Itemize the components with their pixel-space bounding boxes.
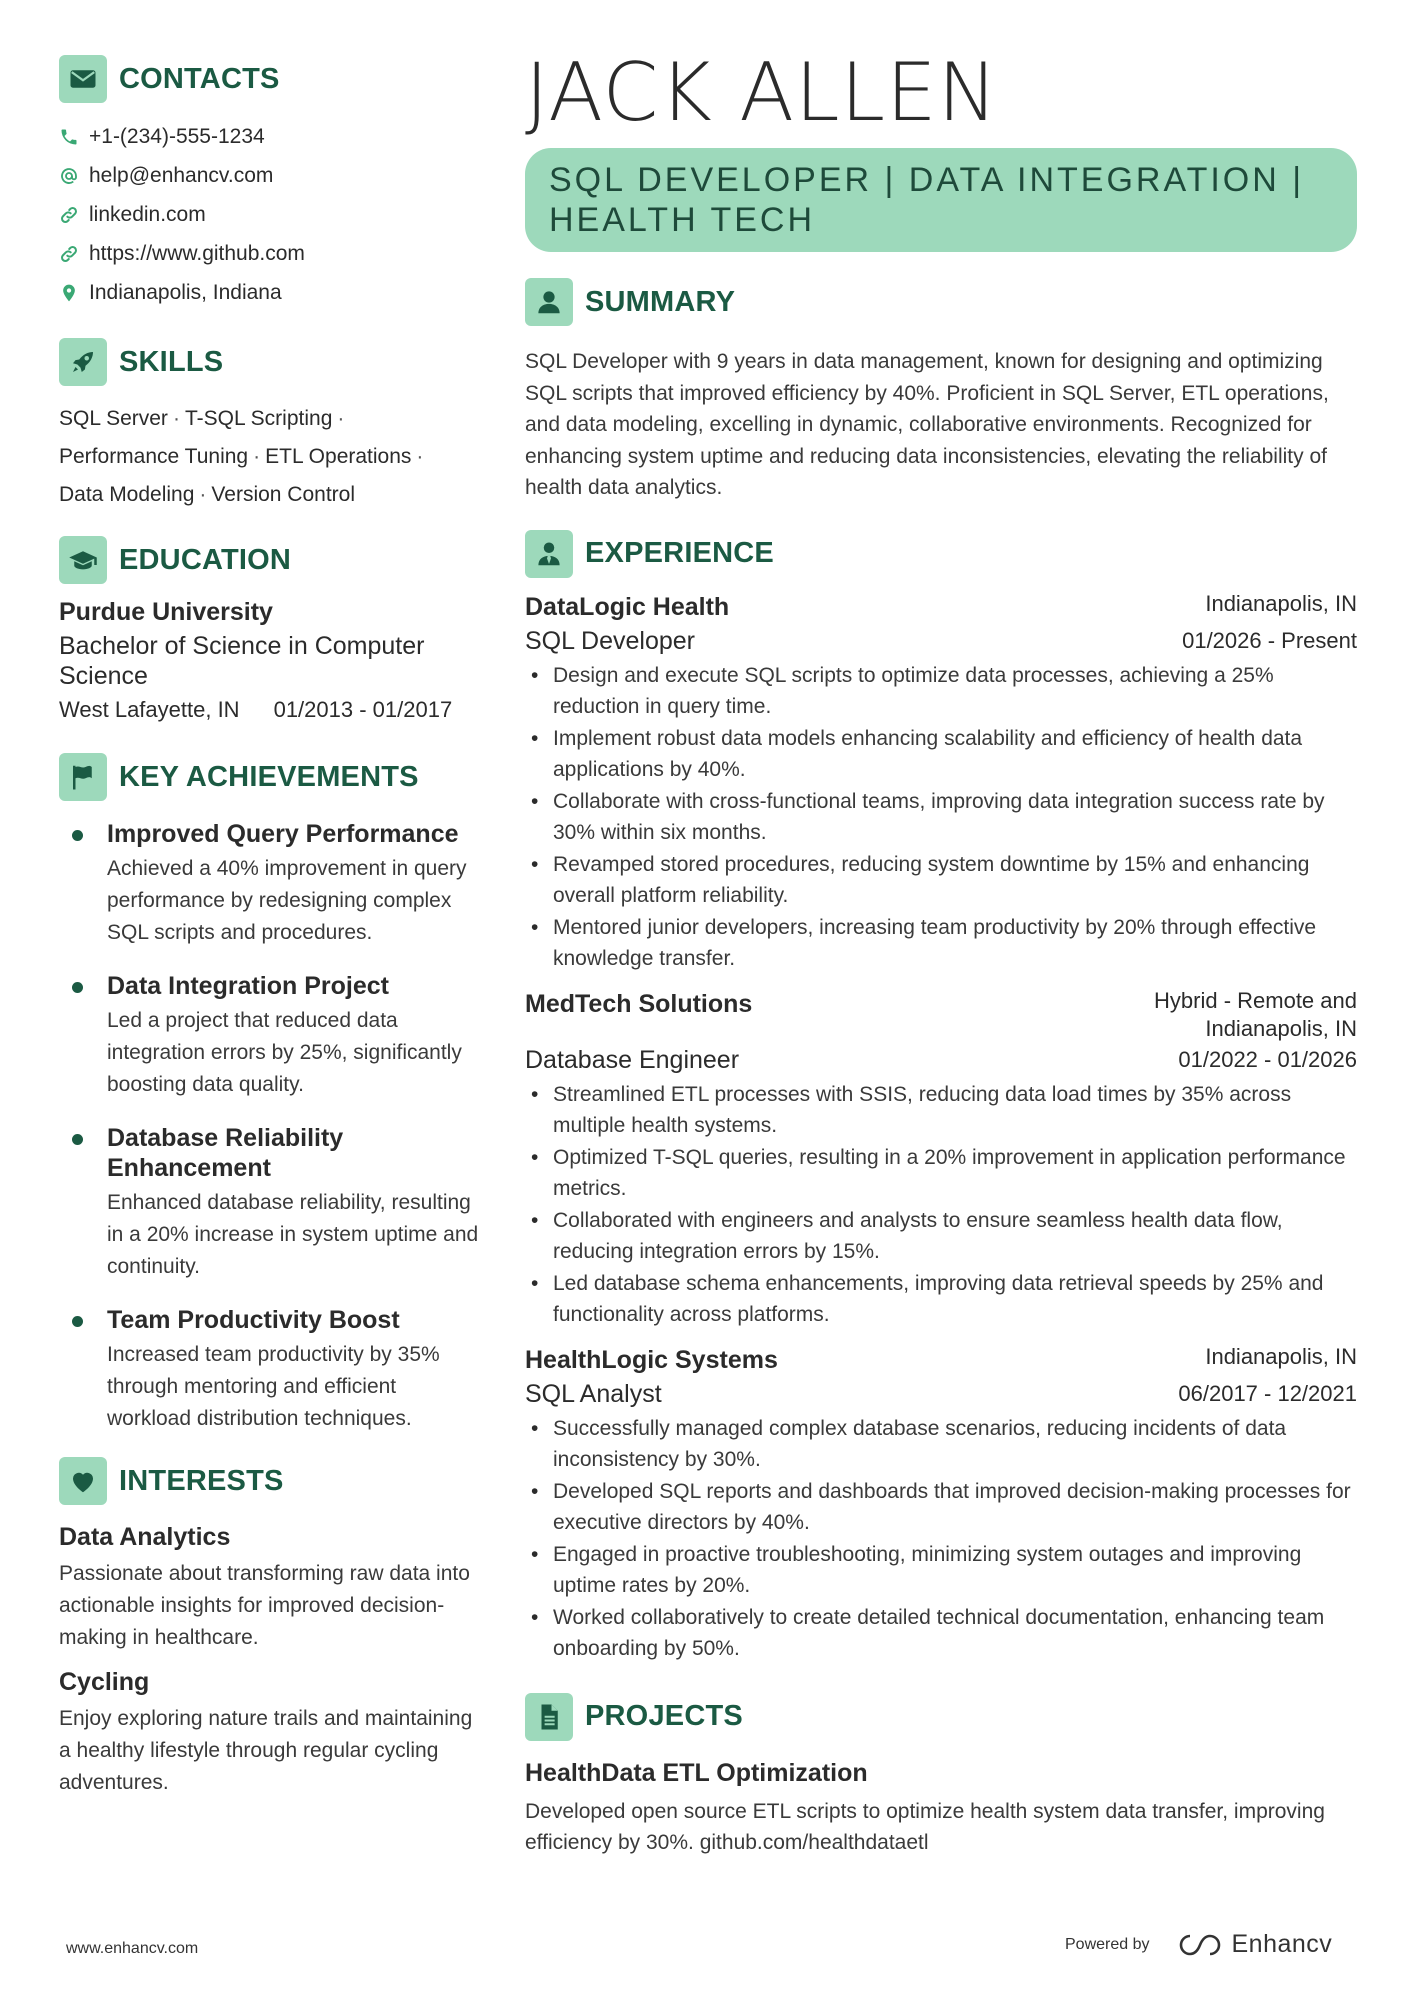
job-entry (525, 987, 1357, 1331)
achievements-section (59, 753, 479, 1435)
job-entry (525, 590, 1357, 975)
list-item: • Developed SQL reports and dashboards that improved decision-making processes for executive directors by 40%. (525, 1476, 1357, 1539)
link-icon (59, 244, 79, 264)
achievement-item: Team Productivity Boost Increased team productivity by 35% through mentoring and efficient workload distribution techniques. (59, 1305, 479, 1435)
skill-item: Performance Tuning (59, 445, 249, 468)
bullet-dot (72, 982, 83, 993)
envelope-icon (59, 55, 107, 103)
job-location: Indianapolis, IN (1205, 1343, 1357, 1369)
footer-website[interactable]: www.enhancv.com (66, 1940, 199, 1957)
list-item: • Streamlined ETL processes with SSIS, reducing data load times by 35% across multiple health systems. (525, 1079, 1357, 1142)
brand-name: Enhancv (1231, 1930, 1333, 1958)
list-item: • Optimized T-SQL queries, resulting in a 20% improvement in application performance metrics. (525, 1142, 1357, 1205)
role-title: SQL DEVELOPER | DATA INTEGRATION | HEALTH TECH (549, 161, 1305, 239)
interest-item: Cycling Enjoy exploring nature trails and maintaining a healthy lifestyle through regular cycling adventures. (59, 1668, 473, 1794)
list-item: • Engaged in proactive troubleshooting, minimizing system outages and improving uptime rates by 20%. (525, 1539, 1357, 1602)
job-company: DataLogic Health (525, 592, 730, 621)
summary-section (525, 278, 1357, 504)
contacts-section (59, 55, 479, 312)
footer-branding (1065, 1930, 1332, 1959)
achievement-item: Database Reliability Enhancement Enhanced database reliability, resulting in a 20% increase in system uptime and continuity. (59, 1123, 479, 1283)
summary-title: SUMMARY (585, 285, 736, 318)
achievements-title: KEY ACHIEVEMENTS (119, 760, 419, 793)
contact-phone[interactable]: +1-(234)-555-1234 (59, 117, 479, 156)
contact-email[interactable]: help@enhancv.com (59, 156, 479, 195)
job-dates: 01/2022 - 01/2026 (1178, 1046, 1357, 1072)
contact-list (59, 117, 479, 312)
candidate-name: JACK ALLEN (525, 46, 999, 139)
link-icon (59, 205, 79, 225)
degree: Bachelor of Science in Computer Science (59, 632, 425, 690)
rocket-icon (59, 338, 107, 386)
job-role: SQL Analyst (525, 1379, 662, 1408)
list-item: • Successfully managed complex database scenarios, reducing incidents of data inconsistency by 30%. (525, 1413, 1357, 1476)
interests-title: INTERESTS (119, 1464, 284, 1497)
job-dates: 06/2017 - 12/2021 (1178, 1380, 1357, 1406)
project-title: HealthData ETL Optimization (525, 1758, 868, 1787)
right-column (525, 46, 1357, 1859)
flag-icon (59, 753, 107, 801)
job-company: MedTech Solutions (525, 989, 753, 1018)
left-column (59, 55, 479, 1799)
list-item: • Collaborate with cross-functional teams, improving data integration success rate by 30% within six months. (525, 786, 1357, 849)
powered-by-label: Powered by (1065, 1935, 1150, 1953)
job-company: HealthLogic Systems (525, 1345, 778, 1374)
education-title: EDUCATION (119, 543, 292, 576)
project-description: Developed open source ETL scripts to optimize health system data transfer, improving efficiency by 30%. github.com/healthdataetl (525, 1799, 1325, 1854)
achievement-item: Data Integration Project Led a project that reduced data integration errors by 25%, significantly boosting data quality. (59, 971, 479, 1101)
skill-item: SQL Server (59, 407, 168, 430)
list-item: • Led database schema enhancements, improving data retrieval speeds by 25% and functionality across platforms. (525, 1268, 1357, 1331)
job-bullets (525, 660, 1357, 975)
role-banner (525, 148, 1357, 252)
job-role: SQL Developer (525, 626, 695, 655)
location-pin-icon (59, 283, 79, 303)
heart-icon (59, 1457, 107, 1505)
list-item: • Collaborated with engineers and analysts to ensure seamless health data flow, reducing integration errors by 15%. (525, 1205, 1357, 1268)
projects-title: PROJECTS (585, 1700, 743, 1732)
graduation-cap-icon (59, 536, 107, 584)
list-item: • Mentored junior developers, increasing team productivity by 20% through effective knowledge transfer. (525, 912, 1357, 975)
summary-text: SQL Developer with 9 years in data management, known for designing and optimizing SQL scripts that improved efficiency by 40%. Proficient in SQL Server, ETL operations, and data modeling, excelling in dynamic, collaborative environments. Recognized for enhancing system uptime and reducing data inconsistencies, elevating the reliability of health data analytics. (525, 350, 1329, 499)
skill-item: Version Control (211, 483, 355, 506)
skills-title: SKILLS (119, 345, 224, 378)
job-dates: 01/2026 - Present (1182, 627, 1357, 653)
document-icon (525, 1693, 573, 1741)
job-location: Hybrid - Remote and Indianapolis, IN (1154, 987, 1357, 1041)
skill-item: T-SQL Scripting (184, 407, 333, 430)
interests-section (59, 1457, 479, 1799)
user-tie-icon (525, 530, 573, 578)
interest-item: Data Analytics Passionate about transforming raw data into actionable insights for improved decision-making in healthcare. (59, 1523, 470, 1649)
skills-section (59, 338, 479, 514)
phone-icon (59, 127, 79, 147)
achievements-list (59, 819, 479, 1435)
list-item: • Revamped stored procedures, reducing system downtime by 15% and enhancing overall platform reliability. (525, 849, 1357, 912)
skill-item: ETL Operations (265, 445, 412, 468)
list-item: • Implement robust data models enhancing scalability and efficiency of health data applications by 40%. (525, 723, 1357, 786)
bullet-dot (72, 830, 83, 841)
job-location: Indianapolis, IN (1205, 590, 1357, 616)
job-role: Database Engineer (525, 1045, 740, 1074)
list-item: • Design and execute SQL scripts to optimize data processes, achieving a 25% reduction in query time. (525, 660, 1357, 723)
contacts-title: CONTACTS (119, 62, 280, 95)
education-dates: 01/2013 - 01/2017 (273, 697, 453, 722)
experience-section (525, 530, 1357, 1665)
at-icon (59, 166, 79, 186)
school-name: Purdue University (59, 598, 273, 626)
job-bullets (525, 1079, 1357, 1331)
contact-linkedin[interactable]: linkedin.com (59, 195, 479, 234)
bullet-dot (72, 1134, 83, 1145)
job-entry (525, 1343, 1357, 1665)
achievement-item: Improved Query Performance Achieved a 40% improvement in query performance by redesigning complex SQL scripts and procedures. (59, 819, 479, 949)
list-item: • Worked collaboratively to create detailed technical documentation, enhancing team onboarding by 50%. (525, 1602, 1357, 1665)
skill-item: Data Modeling (59, 483, 195, 506)
skills-list: SQL Server · T-SQL Scripting · Performance Tuning · ETL Operations · Data Modeling · Version Control (59, 407, 424, 506)
contact-github[interactable]: https://www.github.com (59, 234, 479, 273)
projects-section (525, 1693, 1357, 1859)
education-location: West Lafayette, IN (59, 697, 240, 722)
bullet-dot (72, 1316, 83, 1327)
job-bullets (525, 1413, 1357, 1665)
education-section (59, 536, 479, 723)
contact-location: Indianapolis, Indiana (59, 273, 479, 312)
experience-title: EXPERIENCE (585, 537, 774, 569)
user-icon (525, 278, 573, 326)
enhancv-logo-icon (1176, 1932, 1224, 1958)
